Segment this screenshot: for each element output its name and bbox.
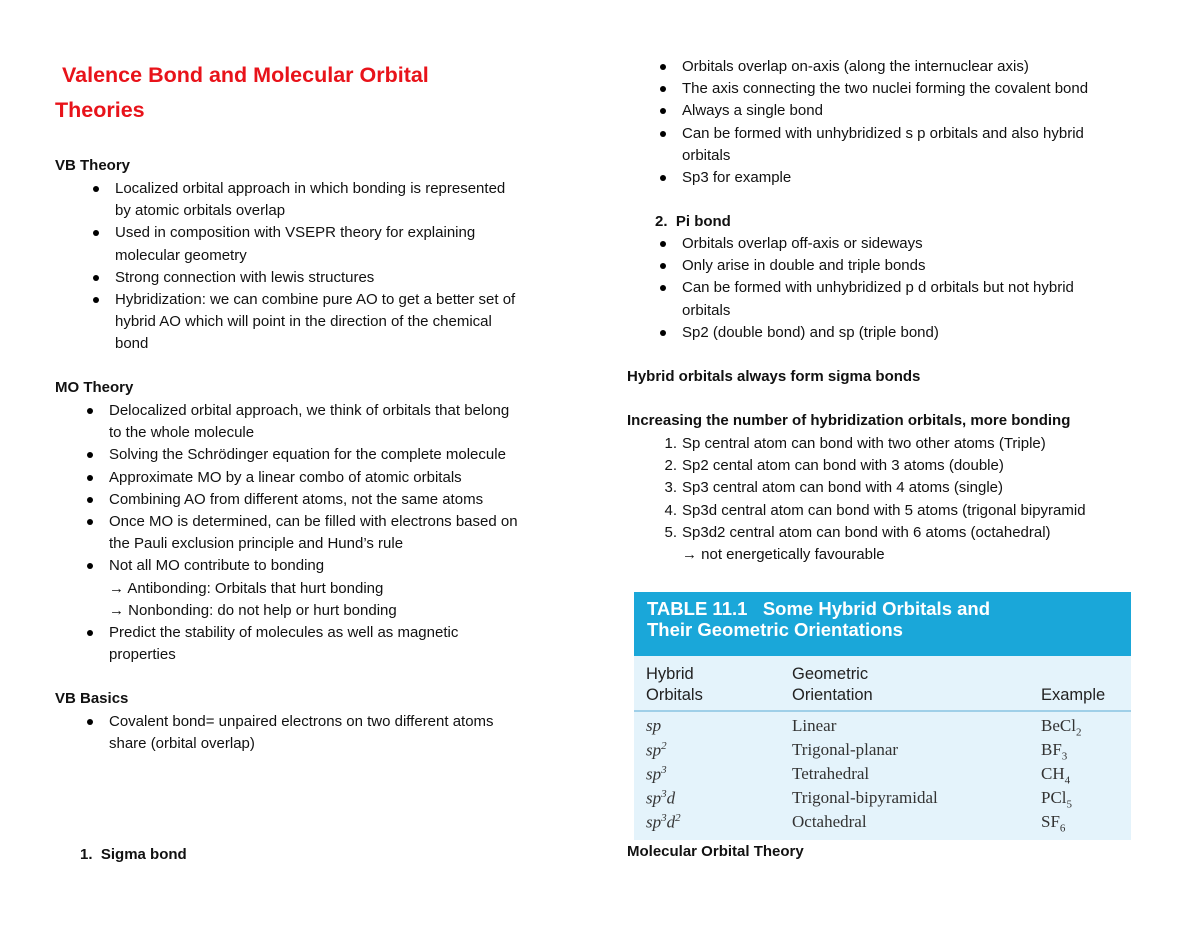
table-row [634,764,1131,788]
cell-hybrid: $sp^3d$ [646,788,676,808]
vb-basics-heading: VB Basics [55,690,129,707]
list-item-line: Always a single bond [682,102,823,120]
table-title [647,598,990,640]
cell-example: BeCl$_2$ [1041,716,1082,739]
list-item [682,277,1162,321]
list-item-line: The axis connecting the two nuclei forming the covalent bond [682,80,1089,98]
bullet-icon [660,285,666,291]
bullet-icon [93,230,99,236]
list-item-line: → Antibonding: Orbitals that hurt bonding [109,579,384,597]
list-item [682,322,1162,344]
bullet-icon [660,131,666,137]
list-item [682,255,1162,277]
cell-geometry: Octahedral [792,812,867,831]
table-title-line-2: Their Geometric Orientations [647,619,903,640]
list-item-line: share (orbital overlap) [109,735,255,753]
list-item-line: Localized orbital approach in which bonding is represented [115,180,506,197]
pi-title: Pi bond [675,213,731,230]
list-item-line: Not all MO contribute to bonding [109,557,325,575]
list-item [682,100,1162,122]
table-row [634,788,1131,812]
list-item-line: Strong connection with lewis structures [115,268,375,286]
item-number: 5. [664,523,677,541]
list-item-line: Combining AO from different atoms, not the same atoms [109,490,484,508]
bullet-icon [93,186,99,192]
bullet-icon [87,519,93,525]
list-item [682,233,1162,255]
cell-hybrid: $sp^3d^2$ [646,812,681,832]
numbered-item [664,455,1172,477]
item-text: Sp2 cental atom can bond with 3 atoms (double) [682,457,1004,475]
bullet-icon [660,330,666,336]
item-number: 3. [664,479,677,497]
cell-geometry: Linear [792,716,837,735]
list-item-line: to the whole molecule [109,424,255,442]
bullet-icon [87,408,93,414]
list-item [109,467,589,489]
bullet-icon [660,263,666,269]
cell-example: $SF_6$ [1041,812,1066,835]
bullet-icon [93,275,99,281]
list-item-line: Used in composition with VSEPR theory for explaining [115,224,476,242]
table-row [634,812,1131,836]
table-header-band [634,592,1131,656]
bullet-icon [87,563,93,569]
list-item-line: bond [115,335,149,353]
list-item [115,267,585,289]
bullet-icon [87,497,93,503]
list-item-line: Predict the stability of molecules as well as magnetic [109,624,459,642]
col-geometry-header [792,664,873,706]
increasing-continuation: → not energetically favourable [682,546,885,563]
numbered-item [664,522,1172,544]
bullet-icon [660,175,666,181]
list-item-line: Orbitals overlap on-axis (along the internuclear axis) [682,58,1029,75]
title-line-2: Theories [55,98,145,122]
mo-theory-heading: MO Theory [55,379,134,396]
list-item-line: properties [109,646,176,664]
list-item [682,56,1162,78]
list-item [109,489,589,511]
table-body [634,712,1131,840]
item-text: Sp3 central atom can bond with 4 atoms (single) [682,479,1003,497]
list-item-line: Only arise in double and triple bonds [682,257,926,275]
bullet-icon [660,108,666,114]
list-item-line: Can be formed with unhybridized s p orbitals and also hybrid [682,124,1084,142]
list-item-line: Can be formed with unhybridized p d orbitals but not hybrid [682,279,1074,297]
list-item-line: hybrid AO which will point in the direction of the chemical [115,313,492,331]
pi-bond-heading [655,211,731,233]
item-number: 2. [664,457,677,475]
item-text: Sp central atom can bond with two other atoms (Triple) [682,435,1046,452]
bullet-icon [87,475,93,481]
cell-geometry: Tetrahedral [792,764,870,783]
item-text: Sp3d2 central atom can bond with 6 atoms (octahedral) [682,523,1051,541]
item-number: 4. [664,501,677,519]
table-column-headers [634,656,1131,712]
increasing-heading: Increasing the number of hybridization orbitals, more bonding [627,412,1071,429]
page-title [55,58,535,128]
mo-footer-heading: Molecular Orbital Theory [627,843,804,860]
list-item [682,78,1162,100]
table-row [634,740,1131,764]
col-hybrid-header [646,664,703,706]
vb-basics-list [109,711,589,755]
list-item-line: Approximate MO by a linear combo of atomic orbitals [109,468,462,486]
increasing-list [664,433,1172,544]
list-item [109,400,589,444]
list-item [115,289,585,356]
col-geometry-line-1: Geometric [792,665,869,683]
vb-theory-list [115,178,585,356]
title-line-1: Valence Bond and Molecular Orbital [62,63,429,87]
bullet-icon [660,86,666,92]
list-item-line: orbitals [682,146,731,164]
cell-example: $BF_3$ [1041,740,1068,763]
list-item-line: the Pauli exclusion principle and Hund’s rule [109,535,404,553]
vb-theory-heading: VB Theory [55,157,131,174]
list-item-line: by atomic orbitals overlap [115,202,286,220]
cell-hybrid: $sp^3$ [646,764,667,784]
item-number: 1. [664,435,677,452]
list-item [682,123,1162,167]
list-item-line: orbitals [682,301,731,319]
cell-example: $CH_4$ [1041,764,1071,787]
cell-hybrid: sp [646,716,662,735]
cell-geometry: Trigonal-bipyramidal [792,788,938,807]
bullet-icon [87,630,93,636]
bullet-icon [93,297,99,303]
numbered-item [664,477,1172,499]
pi-list [682,233,1162,344]
col-geometry-line-2: Orientation [792,686,873,704]
list-item-line: Solving the Schrödinger equation for the complete molecule [109,446,506,464]
sigma-bond-heading [80,844,187,866]
list-item [109,555,589,622]
bullet-icon [87,719,93,725]
numbered-item [664,433,1172,455]
sigma-title: Sigma bond [100,846,187,863]
bullet-icon [660,241,666,247]
list-item [109,444,589,466]
pi-number: 2. [655,213,668,230]
list-item-line: Covalent bond= unpaired electrons on two different atoms [109,713,494,730]
list-item-line: Orbitals overlap off-axis or sideways [682,235,923,252]
list-item [682,167,1162,189]
table-title-line-1: TABLE 11.1 Some Hybrid Orbitals and [647,598,991,619]
hybrid-note: Hybrid orbitals always form sigma bonds [627,368,921,385]
hybrid-orbitals-table [634,592,1131,840]
bullet-icon [87,452,93,458]
bullet-icon [660,64,666,70]
list-item-line: Hybridization: we can combine pure AO to get a better set of [115,291,516,309]
list-item-line: Delocalized orbital approach, we think of orbitals that belong [109,402,510,419]
sigma-list [682,56,1162,189]
list-item [109,511,589,555]
list-item-line: Sp3 for example [682,169,792,187]
sigma-number: 1. [80,846,93,863]
cell-geometry: Trigonal-planar [792,740,899,759]
list-item [109,711,589,755]
mo-theory-list [109,400,589,666]
list-item [115,222,585,266]
list-item-line: molecular geometry [115,246,247,264]
col-hybrid-line-1: Hybrid [646,665,694,683]
list-item-line: Once MO is determined, can be filled with electrons based on [109,513,518,531]
col-hybrid-line-2: Orbitals [646,686,703,704]
list-item-line: Sp2 (double bond) and sp (triple bond) [682,323,939,341]
col-example-header: Example [1041,686,1106,704]
list-item-line: → Nonbonding: do not help or hurt bonding [109,601,397,619]
cell-hybrid: $sp^2$ [646,740,667,760]
item-text: Sp3d central atom can bond with 5 atoms (trigonal bipyramid [682,501,1086,519]
cell-example: PCl$_5$ [1041,788,1073,811]
table-row [634,716,1131,740]
list-item [109,622,589,666]
list-item [115,178,585,222]
numbered-item [664,500,1172,522]
